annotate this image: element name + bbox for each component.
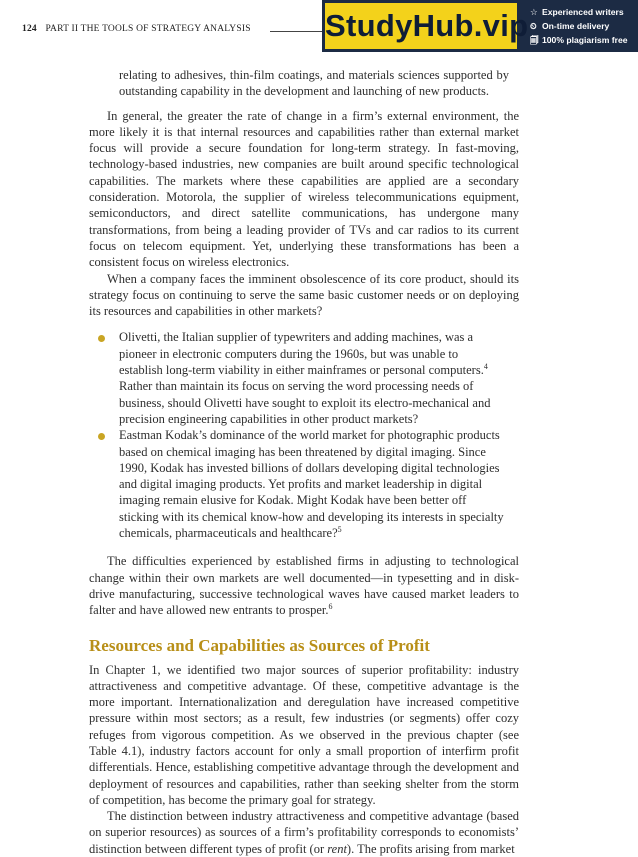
feature-item [530,19,636,33]
document-icon: 🗐 [530,35,539,45]
running-head-title: PART II THE TOOLS OF STRATEGY ANALYSIS [45,24,251,34]
section-heading: Resources and Capabilities as Sources of Profit [89,635,430,655]
page-number: 124 [22,24,37,34]
bullet-dot-icon [98,433,105,440]
paragraph-text: ). The profits arising from market [346,841,515,856]
bullet-text: Olivetti, the Italian supplier of typewriters and adding machines, was a pioneer in electronic computers during the 1960s, but was unable to establish long-term viability in either mainframes or personal computers. [119,330,484,378]
paragraph-continued: relating to adhesives, thin-film coatings, and materials sciences supported by outstanding capability in the development and launching of new products. [119,68,509,99]
feature-label: Experienced writers [542,7,624,17]
bullet-list [89,329,519,541]
star-icon: ☆ [530,7,538,17]
paragraph-text: The distinction between industry attractiveness and competitive advantage (based on superior resources) as sources of a firm’s profitability corresponds to economists’ distinction between different types of profit (or [89,809,519,856]
studyhub-banner[interactable] [322,0,638,52]
paragraph [89,808,519,857]
paragraph [89,553,519,618]
bullet-item-kodak [119,427,505,541]
paragraph: In Chapter 1, we identified two major sources of superior profitability: industry attractiveness and competitive advantage. Of these, competitive advantage is the more important. Internationalization and deregulation have increased competitive pressure within most sectors; as a result, few industries (or segments) offer cozy refuges from vigorous competition. As we observed in the previous chapter (see Table 4.1), industry factors account for only a small proportion of interfirm profit differentials. Hence, establishing competitive advantage through the development and deployment of resources and capabilities, rather than seeking shelter from the storm of competition, has become the primary goal for strategy. [89,662,519,807]
page-body [89,67,519,857]
bullet-text: Eastman Kodak’s dominance of the world market for photographic products based on chemical imaging has been threatened by digital imaging. Since 1990, Kodak has invested billions of dollars developing digital technologies and digital imaging products. Yet profits and market leadership in digital imaging remain elusive for Kodak. Might Kodak have been better off sticking with its chemical know-how and developing its interests in specialty chemicals, pharmaceuticals and healthcare? [119,428,504,541]
feature-item [530,33,636,47]
bullet-text-tail: Rather than maintain its focus on serving the word processing needs of business, should Olivetti have sought to exploit its electro-mechanical and precision engineering capabilities in other product markets? [119,379,491,426]
bullet-item-olivetti [119,329,505,427]
paragraph: In general, the greater the rate of change in a firm’s external environment, the more likely it is that internal resources and capabilities rather than external market focus will provide a secure foundation for long-term strategy. In fast-moving, technology-based industries, new companies are built around specific technological capabilities. The markets where these capabilities are applied are a secondary consideration. Motorola, the supplier of wireless telecommunications equipment, semiconductors, and direct satellite communications, has undergone many transformations, from being a leading provider of TVs and car radios to its current focus on telecom equipment. Yet, underlying these transformations has been a consistent focus on wireless electronics. [89,108,519,270]
footnote-ref: 5 [337,524,342,534]
paragraph-text: The difficulties experienced by established firms in adjusting to technological change within their own markets are well documented—in typesetting and in disk-drive manufacturing, successive technological waves have caused market leaders to falter and have allowed new entrants to prosper. [89,554,519,618]
clock-icon: ⏲ [530,21,537,31]
footnote-ref: 6 [328,602,333,612]
footnote-ref: 4 [483,361,488,371]
emphasis: rent [327,841,347,856]
feature-label: 100% plagiarism free [542,35,628,45]
paragraph: When a company faces the imminent obsolescence of its core product, should its strategy focus on continuing to serve the same basic customer needs or on deploying its resources and capabilities in other markets? [89,271,519,319]
brand-logo[interactable]: StudyHub.vip [325,3,517,49]
feature-item [530,5,636,19]
feature-label: On-time delivery [542,21,610,31]
running-head [22,24,322,40]
feature-list [530,5,636,47]
bullet-dot-icon [98,335,105,342]
